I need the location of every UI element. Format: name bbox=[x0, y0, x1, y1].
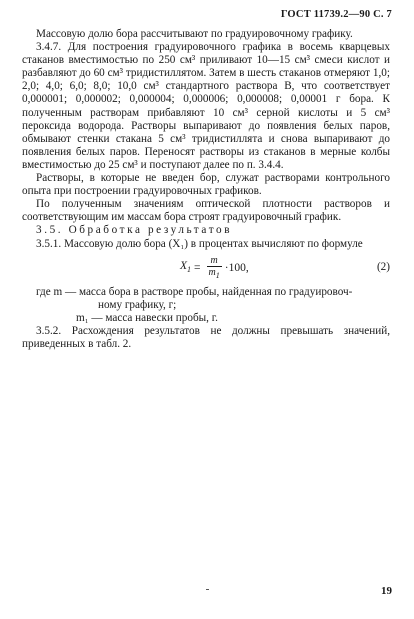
paragraph: 3.5.1. Массовую долю бора (X₁) в процентах вычисляют по формуле bbox=[36, 237, 363, 250]
formula-numerator: m bbox=[210, 254, 218, 266]
paragraph: По полученным значениям оптической плотности растворов и соответствующим им массам бора строят градуировочный график. bbox=[22, 198, 390, 224]
document-body bbox=[22, 28, 390, 351]
formula-fraction bbox=[207, 256, 222, 281]
section-heading: 3.5. Обработка результатов bbox=[36, 224, 233, 237]
formula-lhs: $X_1$ bbox=[180, 260, 192, 275]
page-number: 19 bbox=[381, 585, 392, 597]
formula-times: ·100, bbox=[224, 261, 249, 274]
formula-block bbox=[22, 252, 390, 286]
formula-equals: = bbox=[194, 261, 201, 274]
footer-mark bbox=[206, 589, 209, 590]
definition-continuation: ному графику, г; bbox=[98, 298, 177, 311]
paragraph: 3.5.2. Расхождения результатов не должны превышать значений, приведенных в табл. 2. bbox=[22, 324, 390, 350]
equation-number: (2) bbox=[376, 260, 390, 273]
formula-denominator: $m_1$ bbox=[208, 266, 220, 280]
paragraph: Массовую долю бора рассчитывают по градуировочному графику. bbox=[36, 28, 353, 40]
definition: m₁ — масса навески пробы, г. bbox=[76, 311, 218, 324]
paragraph: 3.4.7. Для построения градуировочного графика в восемь кварцевых стаканов вместимостью по 250 см³ приливают 10—15 см³ смеси кислот и разбавляют до 60 см³ тридистиллятом. Затем в шесть стаканов отмеряют 1,0; 2,0; 4,0; 6,0; 8,0; 10,0 см³ стандартного раствора В, что соответствует 0,000001; 0,000002; 0,000004; 0,000006; 0,000008; 0,00001 г бора. К полученным растворам прибавляют 10 см³ серной кислоты и 5 см³ пероксида водорода. Растворы выпаривают до появления белых паров, обмывают стенки стакана 5 см³ тридистиллята и снова выпаривают до появления белых паров. Переносят растворы из стаканов в мерные колбы вместимостью до 25 см³ и поступают далее по п. 3.4.4. bbox=[22, 41, 390, 171]
definition: где m — масса бора в растворе пробы, найденная по градуировоч- bbox=[36, 285, 353, 298]
formula bbox=[180, 256, 249, 281]
page-header: ГОСТ 11739.2—90 С. 7 bbox=[280, 9, 392, 20]
paragraph: Растворы, в которые не введен бор, служат растворами контрольного опыта при построении градуировочных графиков. bbox=[22, 172, 390, 198]
